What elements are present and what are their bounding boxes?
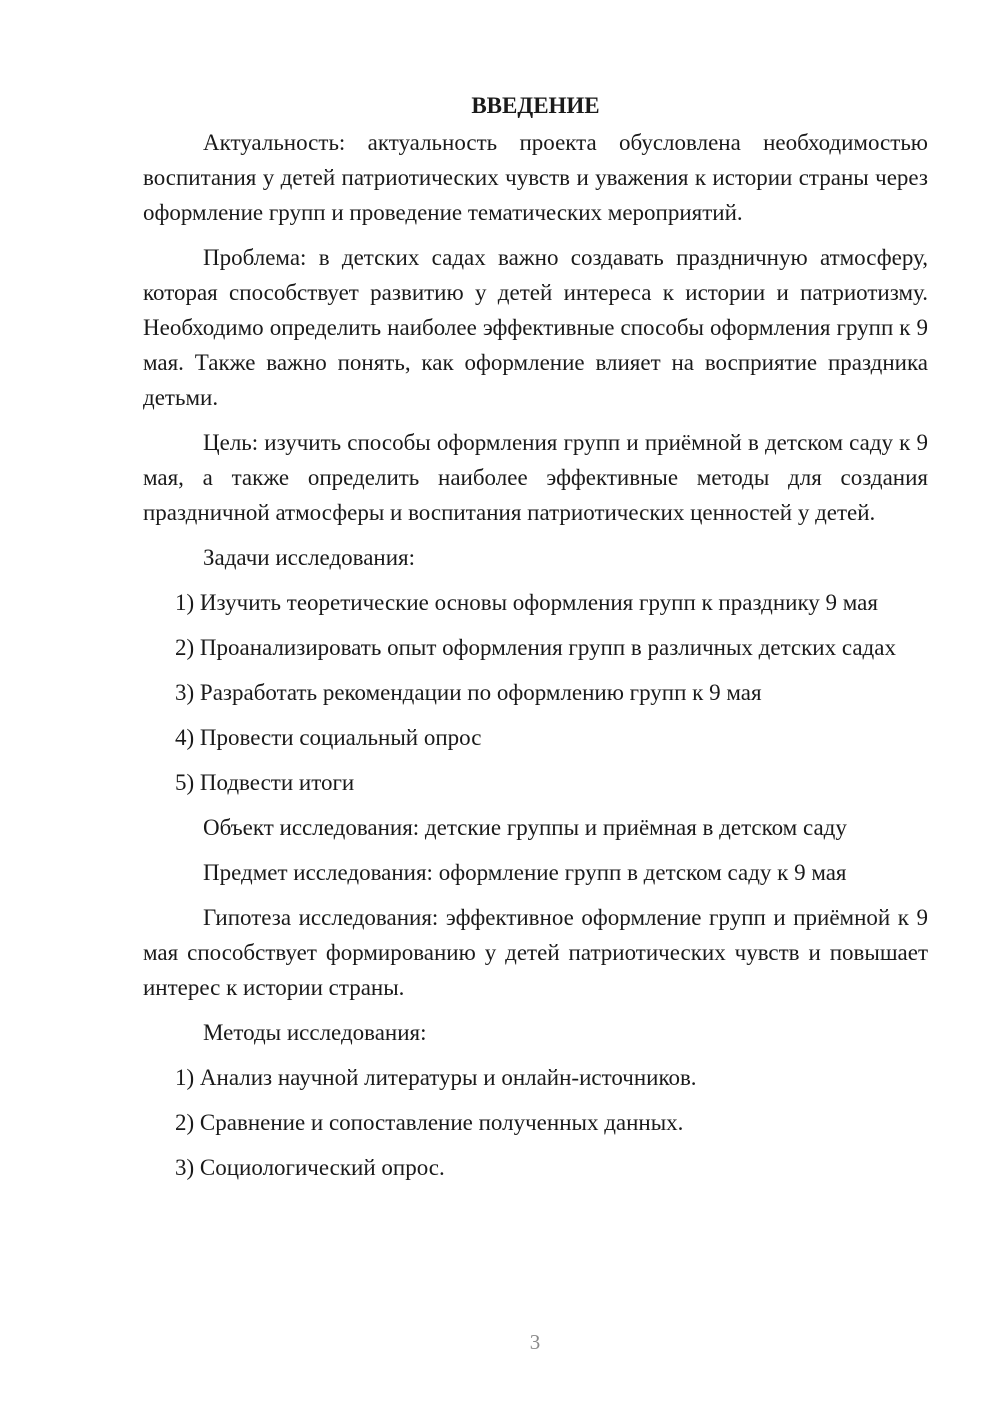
relevance-paragraph: Актуальность: актуальность проекта обусловлена необходимостью воспитания у детей патриотических чувств и уважения к истории страны через оформление групп и проведение тематических мероприятий. xyxy=(143,130,928,225)
task-item: 1) Изучить теоретические основы оформления групп к празднику 9 мая xyxy=(175,590,878,615)
methods-heading: Методы исследования: xyxy=(203,1020,427,1045)
task-item: 4) Провести социальный опрос xyxy=(175,725,482,750)
problem-paragraph: Проблема: в детских садах важно создавать праздничную атмосферу, которая способствует развитию у детей интереса к истории и патриотизму. Необходимо определить наиболее эффективные способы оформления групп к 9 мая. Также важно понять, как оформление влияет на восприятие праздника детьми. xyxy=(143,245,928,410)
task-item: 5) Подвести итоги xyxy=(175,770,355,795)
page-title: ВВЕДЕНИЕ xyxy=(471,93,600,118)
page-content xyxy=(143,88,928,1195)
hypothesis-paragraph: Гипотеза исследования: эффективное оформление групп и приёмной к 9 мая способствует формированию у детей патриотических чувств и повышает интерес к истории страны. xyxy=(143,905,928,1000)
goal-paragraph: Цель: изучить способы оформления групп и приёмной в детском саду к 9 мая, а также определить наиболее эффективные методы для создания праздничной атмосферы и воспитания патриотических ценностей у детей. xyxy=(143,430,928,525)
tasks-heading: Задачи исследования: xyxy=(203,545,416,570)
method-item: 2) Сравнение и сопоставление полученных данных. xyxy=(175,1110,684,1135)
method-item: 3) Социологический опрос. xyxy=(175,1155,445,1180)
page-number: 3 xyxy=(529,1330,541,1354)
task-item: 2) Проанализировать опыт оформления групп в различных детских садах xyxy=(175,635,896,660)
object-paragraph: Объект исследования: детские группы и приёмная в детском саду xyxy=(203,815,847,840)
task-item: 3) Разработать рекомендации по оформлению групп к 9 мая xyxy=(175,680,762,705)
subject-paragraph: Предмет исследования: оформление групп в детском саду к 9 мая xyxy=(203,860,847,885)
method-item: 1) Анализ научной литературы и онлайн-источников. xyxy=(175,1065,697,1090)
